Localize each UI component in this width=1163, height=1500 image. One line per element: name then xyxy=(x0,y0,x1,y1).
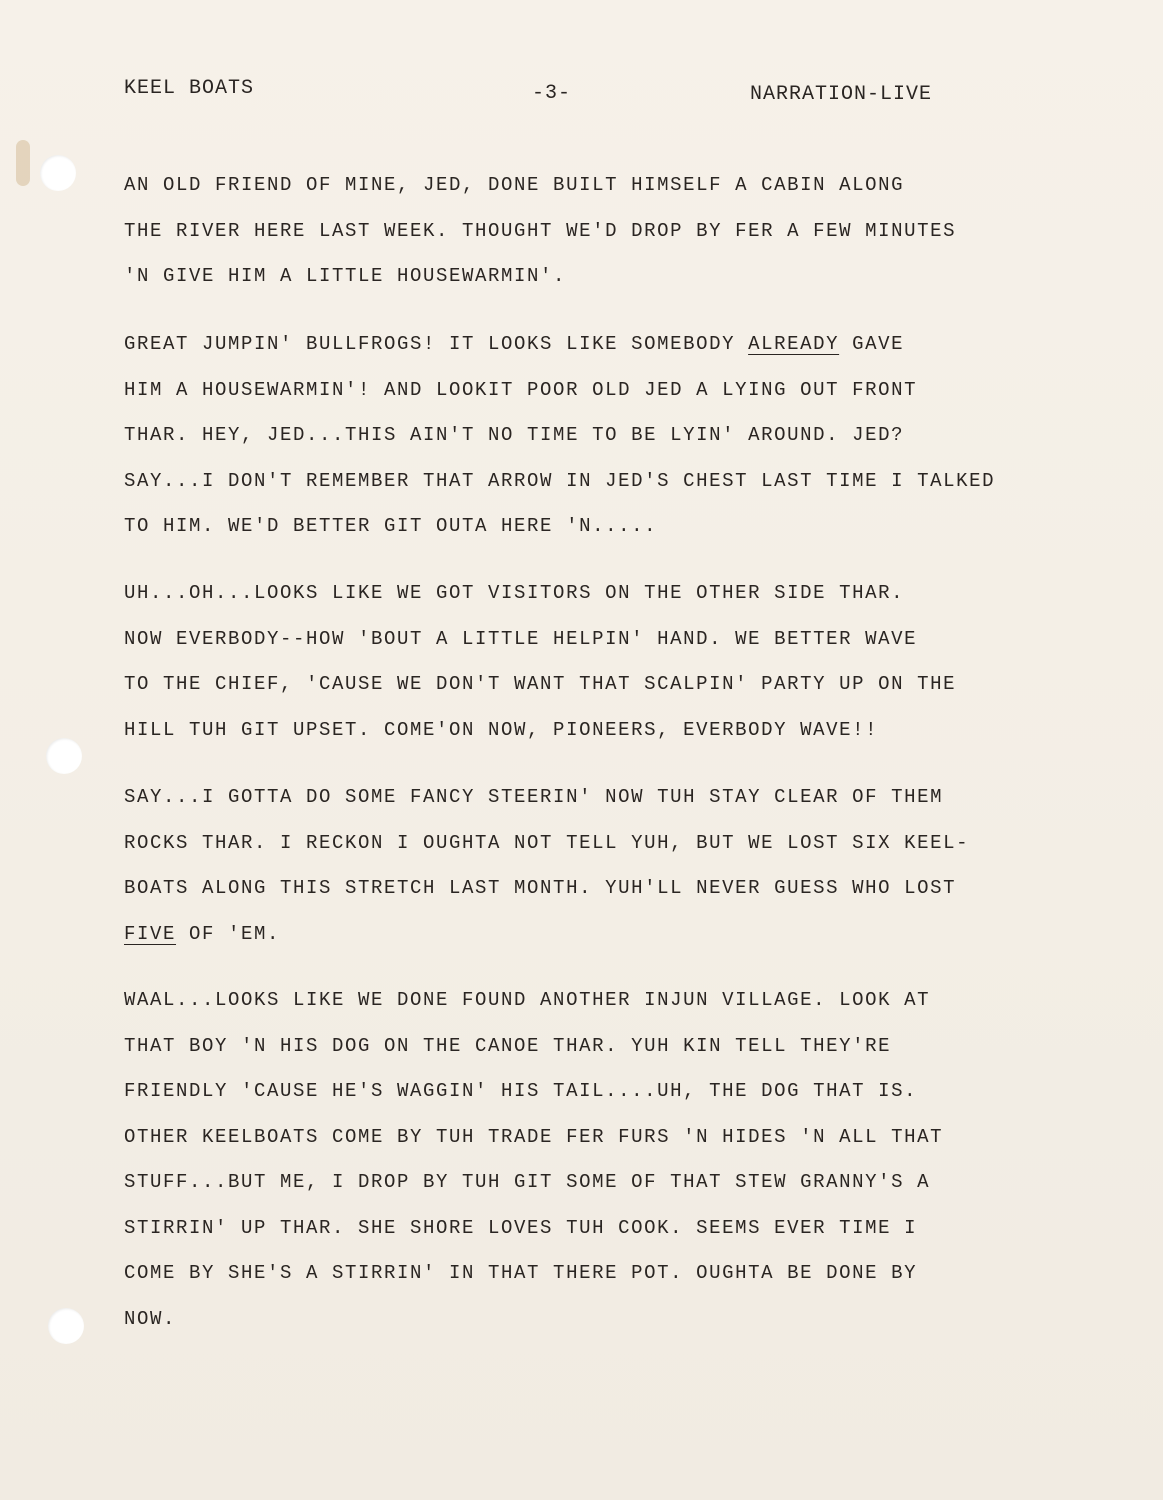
text-line: AN OLD FRIEND OF MINE, JED, DONE BUILT HIMSELF A CABIN ALONG xyxy=(124,174,905,196)
paragraph-4 xyxy=(124,775,1074,957)
text-line: TO THE CHIEF, 'CAUSE WE DON'T WANT THAT SCALPIN' PARTY UP ON THE xyxy=(124,673,957,695)
text-line: 'N GIVE HIM A LITTLE HOUSEWARMIN'. xyxy=(124,265,567,287)
paper-stain xyxy=(16,140,30,186)
text-line: STUFF...BUT ME, I DROP BY TUH GIT SOME OF THAT STEW GRANNY'S A xyxy=(124,1171,931,1193)
binder-hole-top xyxy=(40,155,76,191)
binder-hole-bottom xyxy=(48,1308,84,1344)
text-line: THAT BOY 'N HIS DOG ON THE CANOE THAR. YUH KIN TELL THEY'RE xyxy=(124,1034,892,1057)
text-line: THAR. HEY, JED...THIS AIN'T NO TIME TO BE LYIN' AROUND. JED? xyxy=(124,424,905,446)
text-line: BOATS ALONG THIS STRETCH LAST MONTH. YUH'LL NEVER GUESS WHO LOST xyxy=(124,877,957,899)
text-line: OTHER KEELBOATS COME BY TUH TRADE FER FURS 'N HIDES 'N ALL THAT xyxy=(124,1125,944,1148)
text-line: NOW EVERBODY--HOW 'BOUT A LITTLE HELPIN' HAND. WE BETTER WAVE xyxy=(124,627,918,650)
text-line: STIRRIN' UP THAR. SHE SHORE LOVES TUH COOK. SEEMS EVER TIME I xyxy=(124,1216,918,1239)
text-segment: GREAT JUMPIN' BULLFROGS! IT LOOKS LIKE SOMEBODY xyxy=(124,333,749,355)
paragraph-3 xyxy=(124,571,1074,753)
text-segment: OF 'EM. xyxy=(176,922,281,945)
text-line: COME BY SHE'S A STIRRIN' IN THAT THERE POT. OUGHTA BE DONE BY xyxy=(124,1262,918,1284)
text-segment: GAVE xyxy=(839,333,905,355)
underlined-word: FIVE xyxy=(124,922,177,945)
page-number: -3- xyxy=(532,82,572,105)
text-line: WAAL...LOOKS LIKE WE DONE FOUND ANOTHER INJUN VILLAGE. LOOK AT xyxy=(124,989,931,1011)
text-line: TO HIM. WE'D BETTER GIT OUTA HERE 'N..... xyxy=(124,515,658,537)
text-line: UH...OH...LOOKS LIKE WE GOT VISITORS ON THE OTHER SIDE THAR. xyxy=(124,582,905,604)
text-line: ROCKS THAR. I RECKON I OUGHTA NOT TELL YUH, BUT WE LOST SIX KEEL- xyxy=(124,831,970,854)
text-line xyxy=(124,912,1074,958)
text-line: SAY...I DON'T REMEMBER THAT ARROW IN JED'S CHEST LAST TIME I TALKED xyxy=(124,469,996,492)
text-line: HIM A HOUSEWARMIN'! AND LOOKIT POOR OLD JED A LYING OUT FRONT xyxy=(124,378,918,401)
underlined-word: ALREADY xyxy=(748,333,840,355)
text-line xyxy=(124,322,1074,368)
binder-hole-middle xyxy=(46,738,82,774)
text-line: SAY...I GOTTA DO SOME FANCY STEERIN' NOW TUH STAY CLEAR OF THEM xyxy=(124,786,944,808)
header-title: KEEL BOATS xyxy=(124,77,255,100)
header-section: NARRATION-LIVE xyxy=(750,83,933,106)
text-line: THE RIVER HERE LAST WEEK. THOUGHT WE'D DROP BY FER A FEW MINUTES xyxy=(124,219,957,242)
text-line: NOW. xyxy=(124,1307,177,1330)
text-line: HILL TUH GIT UPSET. COME'ON NOW, PIONEERS, EVERBODY WAVE!! xyxy=(124,718,879,741)
text-line: FRIENDLY 'CAUSE HE'S WAGGIN' HIS TAIL....UH, THE DOG THAT IS. xyxy=(124,1080,918,1102)
paragraph-5 xyxy=(124,978,1074,1342)
paragraph-1 xyxy=(124,163,1074,300)
paragraph-2 xyxy=(124,322,1074,550)
